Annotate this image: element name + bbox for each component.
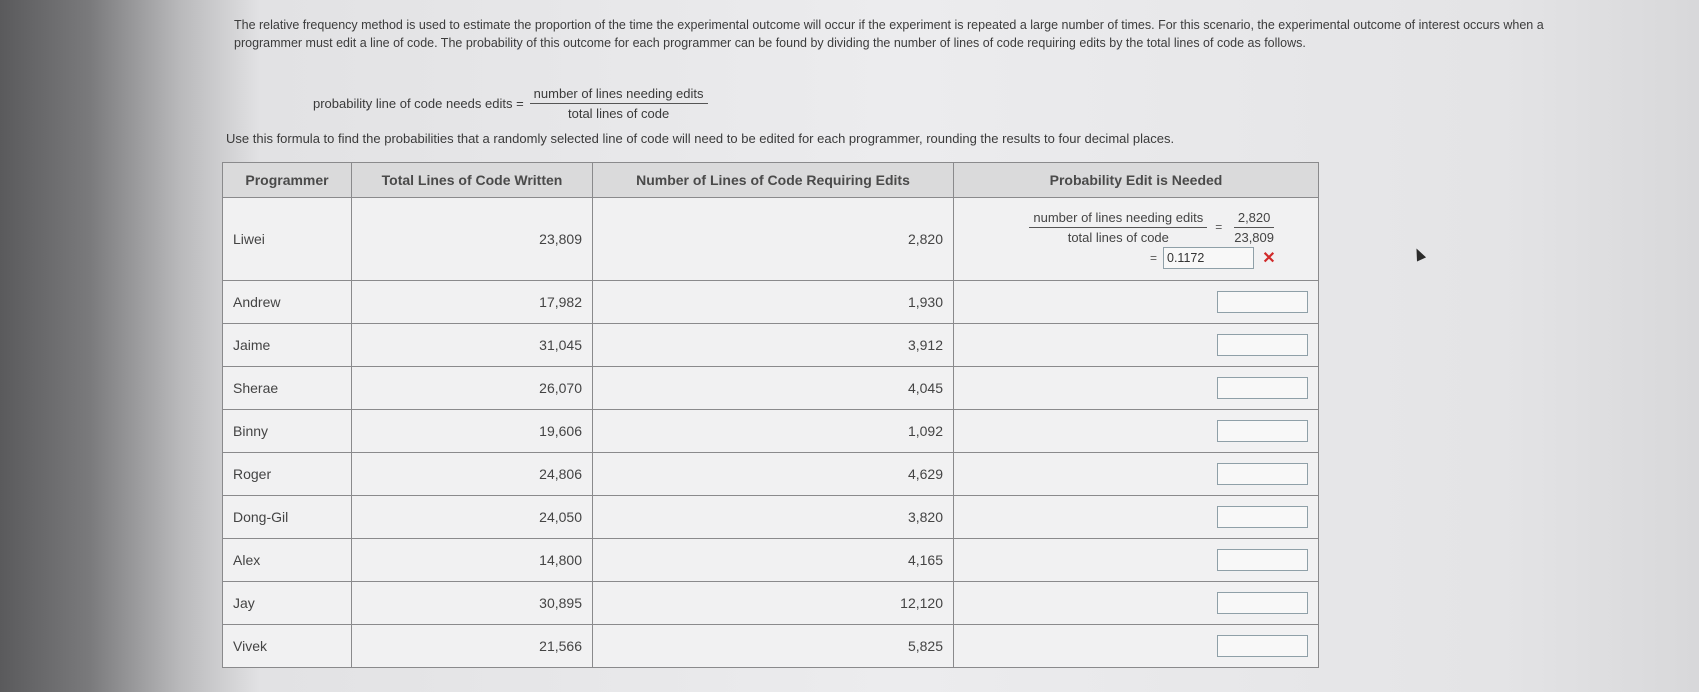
programmer-name: Jay bbox=[223, 582, 352, 625]
probability-cell bbox=[954, 496, 1319, 539]
probability-cell bbox=[954, 539, 1319, 582]
probability-cell bbox=[954, 582, 1319, 625]
table-row bbox=[223, 324, 1319, 367]
answer-input-andrew[interactable] bbox=[1217, 291, 1308, 313]
total-lines: 14,800 bbox=[352, 539, 593, 582]
probability-cell bbox=[954, 281, 1319, 324]
header-lines-requiring-edits: Number of Lines of Code Requiring Edits bbox=[593, 163, 954, 198]
probability-cell bbox=[954, 367, 1319, 410]
edit-lines: 5,825 bbox=[593, 625, 954, 668]
total-lines: 24,050 bbox=[352, 496, 593, 539]
probability-table bbox=[222, 162, 1319, 668]
table-row bbox=[223, 453, 1319, 496]
programmer-name: Vivek bbox=[223, 625, 352, 668]
table-row bbox=[223, 539, 1319, 582]
total-lines: 24,806 bbox=[352, 453, 593, 496]
programmer-name: Dong-Gil bbox=[223, 496, 352, 539]
programmer-name: Sherae bbox=[223, 367, 352, 410]
edit-lines: 4,045 bbox=[593, 367, 954, 410]
equals-sign: = bbox=[1149, 250, 1157, 265]
value-numerator: 2,820 bbox=[1234, 210, 1275, 228]
answer-input-jay[interactable] bbox=[1217, 592, 1308, 614]
probability-cell bbox=[954, 625, 1319, 668]
table-row bbox=[223, 198, 1319, 281]
total-lines: 21,566 bbox=[352, 625, 593, 668]
total-lines: 26,070 bbox=[352, 367, 593, 410]
programmer-name: Jaime bbox=[223, 324, 352, 367]
edit-lines: 1,092 bbox=[593, 410, 954, 453]
answer-input-alex[interactable] bbox=[1217, 549, 1308, 571]
programmer-name: Liwei bbox=[223, 198, 352, 281]
header-total-lines: Total Lines of Code Written bbox=[352, 163, 593, 198]
table-row bbox=[223, 410, 1319, 453]
total-lines: 17,982 bbox=[352, 281, 593, 324]
edit-lines: 12,120 bbox=[593, 582, 954, 625]
table-row bbox=[223, 625, 1319, 668]
probability-work bbox=[964, 210, 1308, 245]
formula-numerator: number of lines needing edits bbox=[530, 86, 708, 104]
table-header-row bbox=[223, 163, 1319, 198]
answer-input-roger[interactable] bbox=[1217, 463, 1308, 485]
table-row bbox=[223, 281, 1319, 324]
header-programmer: Programmer bbox=[223, 163, 352, 198]
edit-lines: 2,820 bbox=[593, 198, 954, 281]
formula-label: probability line of code needs edits = bbox=[313, 96, 524, 111]
answer-line bbox=[964, 247, 1308, 269]
answer-input-sherae[interactable] bbox=[1217, 377, 1308, 399]
intro-paragraph: The relative frequency method is used to estimate the proportion of the time the experimental outcome will occur if the experiment is repeated a large number of times. For this scenario, the experimental outcome of interest occurs when a programmer must edit a line of code. The probability of this outcome for each programmer can be found by dividing the number of lines of code requiring edits by the total lines of code as follows. bbox=[234, 18, 1544, 50]
edit-lines: 3,820 bbox=[593, 496, 954, 539]
answer-input-dong-gil[interactable] bbox=[1217, 506, 1308, 528]
table-row bbox=[223, 367, 1319, 410]
equals-sign: = bbox=[1215, 220, 1223, 234]
probability-cell bbox=[954, 324, 1319, 367]
header-probability: Probability Edit is Needed bbox=[954, 163, 1319, 198]
edit-lines: 4,165 bbox=[593, 539, 954, 582]
total-lines: 30,895 bbox=[352, 582, 593, 625]
programmer-name: Andrew bbox=[223, 281, 352, 324]
edit-lines: 4,629 bbox=[593, 453, 954, 496]
work-numerator: number of lines needing edits bbox=[1029, 210, 1207, 228]
probability-cell bbox=[954, 198, 1319, 281]
programmer-name: Alex bbox=[223, 539, 352, 582]
table-row bbox=[223, 496, 1319, 539]
mouse-cursor-icon bbox=[1412, 246, 1426, 261]
programmer-name: Binny bbox=[223, 410, 352, 453]
answer-input-vivek[interactable] bbox=[1217, 635, 1308, 657]
answer-input-liwei[interactable]: 0.1172 bbox=[1163, 247, 1254, 269]
formula-denominator: total lines of code bbox=[568, 106, 670, 121]
programmer-name: Roger bbox=[223, 453, 352, 496]
probability-cell bbox=[954, 410, 1319, 453]
answer-input-binny[interactable] bbox=[1217, 420, 1308, 442]
incorrect-x-icon: ✕ bbox=[1262, 249, 1276, 267]
answer-input-jaime[interactable] bbox=[1217, 334, 1308, 356]
edit-lines: 3,912 bbox=[593, 324, 954, 367]
table-row bbox=[223, 582, 1319, 625]
total-lines: 19,606 bbox=[352, 410, 593, 453]
formula-definition bbox=[313, 86, 708, 121]
edit-lines: 1,930 bbox=[593, 281, 954, 324]
work-denominator: total lines of code bbox=[1067, 229, 1169, 245]
probability-cell bbox=[954, 453, 1319, 496]
formula-fraction bbox=[530, 86, 708, 121]
value-denominator: 23,809 bbox=[1234, 229, 1274, 245]
total-lines: 31,045 bbox=[352, 324, 593, 367]
instruction-text: Use this formula to find the probabilities that a randomly selected line of code will need to be edited for each programmer, rounding the results to four decimal places. bbox=[226, 131, 1175, 146]
work-value-fraction bbox=[1230, 210, 1278, 245]
work-formula-fraction bbox=[1029, 210, 1207, 245]
total-lines: 23,809 bbox=[352, 198, 593, 281]
